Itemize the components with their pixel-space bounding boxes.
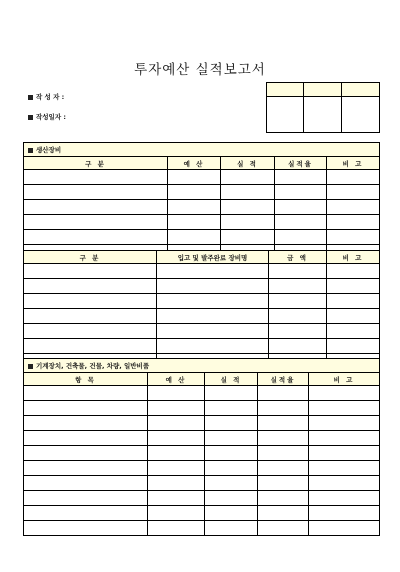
table-cell[interactable] — [148, 476, 205, 491]
table-cell[interactable] — [309, 431, 380, 446]
table-cell[interactable] — [148, 461, 205, 476]
table-cell[interactable] — [309, 401, 380, 416]
table-cell[interactable] — [205, 491, 258, 506]
table-cell[interactable] — [24, 215, 168, 230]
table-cell[interactable] — [258, 431, 309, 446]
table-cell[interactable] — [168, 185, 221, 200]
approval-header-cell — [304, 83, 342, 97]
table-cell[interactable] — [258, 476, 309, 491]
approval-sign-cell[interactable] — [304, 97, 342, 133]
column-header: 항 목 — [24, 373, 148, 386]
table-cell[interactable] — [309, 386, 380, 401]
table-cell[interactable] — [258, 386, 309, 401]
bullet-square-icon — [28, 148, 33, 153]
table-row — [24, 506, 380, 521]
table-cell[interactable] — [148, 506, 205, 521]
table-cell[interactable] — [275, 230, 327, 245]
table-cell[interactable] — [327, 185, 380, 200]
table-cell[interactable] — [24, 264, 157, 279]
table-cell[interactable] — [269, 264, 327, 279]
table-row — [24, 230, 380, 245]
table-cell[interactable] — [148, 416, 205, 431]
table-cell[interactable] — [327, 264, 380, 279]
table-cell[interactable] — [327, 170, 380, 185]
author-row — [28, 92, 64, 101]
table-cell[interactable] — [24, 476, 148, 491]
section1-title: 생산장비 — [36, 146, 62, 154]
section-header — [24, 143, 380, 157]
table-cell[interactable] — [148, 446, 205, 461]
table-cell[interactable] — [24, 401, 148, 416]
table-cell[interactable] — [269, 309, 327, 324]
table-row — [24, 309, 380, 324]
table-row — [24, 215, 380, 230]
table-cell[interactable] — [221, 185, 275, 200]
table-cell[interactable] — [309, 506, 380, 521]
table-cell[interactable] — [275, 215, 327, 230]
table-row — [24, 476, 380, 491]
table-cell[interactable] — [221, 215, 275, 230]
approval-header-cell — [267, 83, 304, 97]
general-assets-table — [23, 358, 380, 536]
table-cell[interactable] — [258, 491, 309, 506]
table-cell[interactable] — [327, 294, 380, 309]
author-label: 작 성 자 : — [36, 93, 65, 101]
column-header: 실 적 — [205, 373, 258, 386]
table-row — [24, 185, 380, 200]
table-cell[interactable] — [24, 446, 148, 461]
section-header — [24, 359, 380, 373]
table-cell[interactable] — [24, 185, 168, 200]
table-cell[interactable] — [309, 461, 380, 476]
table-row — [24, 294, 380, 309]
section3-title: 기계장치, 건축물, 건물, 차량, 일반비품 — [36, 362, 150, 370]
table-cell[interactable] — [157, 264, 269, 279]
table-cell[interactable] — [24, 386, 148, 401]
table-cell[interactable] — [269, 339, 327, 354]
bullet-square-icon — [28, 115, 33, 120]
table-row — [24, 431, 380, 446]
table-cell[interactable] — [157, 294, 269, 309]
table-cell[interactable] — [148, 431, 205, 446]
table-cell[interactable] — [327, 215, 380, 230]
approval-box — [266, 82, 380, 133]
table-cell[interactable] — [327, 279, 380, 294]
table-cell[interactable] — [269, 279, 327, 294]
table-cell[interactable] — [258, 461, 309, 476]
production-equipment-table — [23, 142, 380, 260]
table-cell[interactable] — [327, 309, 380, 324]
table-cell[interactable] — [205, 461, 258, 476]
table-cell[interactable] — [258, 401, 309, 416]
table-cell[interactable] — [148, 491, 205, 506]
table-cell[interactable] — [24, 461, 148, 476]
table-cell[interactable] — [24, 324, 157, 339]
table-cell[interactable] — [309, 521, 380, 536]
table-cell[interactable] — [205, 431, 258, 446]
table-cell[interactable] — [24, 200, 168, 215]
table-cell[interactable] — [157, 339, 269, 354]
table-cell[interactable] — [269, 324, 327, 339]
table-cell[interactable] — [157, 324, 269, 339]
table-row — [24, 279, 380, 294]
date-row — [28, 112, 66, 121]
table-cell[interactable] — [205, 476, 258, 491]
table-cell[interactable] — [24, 230, 168, 245]
table-cell[interactable] — [24, 294, 157, 309]
column-header: 예 산 — [148, 373, 205, 386]
table-cell[interactable] — [24, 521, 148, 536]
column-header: 예 산 — [168, 157, 221, 170]
table-cell[interactable] — [205, 446, 258, 461]
table-row — [24, 170, 380, 185]
column-header: 비 고 — [309, 373, 380, 386]
table-row — [24, 446, 380, 461]
table-row — [24, 401, 380, 416]
table-row — [24, 264, 380, 279]
table-cell[interactable] — [327, 230, 380, 245]
table-cell[interactable] — [327, 200, 380, 215]
table-cell[interactable] — [269, 294, 327, 309]
table-cell[interactable] — [205, 506, 258, 521]
bullet-square-icon — [28, 95, 33, 100]
document-title: 투자예산 실적보고서 — [134, 62, 266, 78]
table-cell[interactable] — [275, 170, 327, 185]
date-label: 작성일자 : — [36, 113, 66, 121]
column-header: 실적율 — [258, 373, 309, 386]
table-cell[interactable] — [24, 506, 148, 521]
table-cell[interactable] — [309, 491, 380, 506]
table-cell[interactable] — [24, 170, 168, 185]
table-cell[interactable] — [24, 416, 148, 431]
equipment-order-table — [23, 250, 380, 369]
table-cell[interactable] — [258, 521, 309, 536]
table-cell[interactable] — [258, 506, 309, 521]
table-row — [24, 461, 380, 476]
table-cell[interactable] — [205, 386, 258, 401]
table-cell[interactable] — [221, 170, 275, 185]
table-row — [24, 324, 380, 339]
table-cell[interactable] — [309, 416, 380, 431]
column-header: 비 고 — [327, 157, 380, 170]
table-cell[interactable] — [24, 309, 157, 324]
table-cell[interactable] — [148, 386, 205, 401]
table-cell[interactable] — [275, 200, 327, 215]
table-cell[interactable] — [157, 309, 269, 324]
approval-header-cell — [342, 83, 380, 97]
column-header: 실적율 — [275, 157, 327, 170]
approval-sign-cell[interactable] — [342, 97, 380, 133]
column-header: 실 적 — [221, 157, 275, 170]
table-cell[interactable] — [157, 279, 269, 294]
table-cell[interactable] — [24, 279, 157, 294]
table-cell[interactable] — [258, 416, 309, 431]
table-row — [24, 200, 380, 215]
table-row — [24, 386, 380, 401]
table-cell[interactable] — [168, 170, 221, 185]
table-cell[interactable] — [327, 339, 380, 354]
bullet-square-icon — [28, 364, 33, 369]
table-cell[interactable] — [221, 200, 275, 215]
table-row — [24, 339, 380, 354]
column-header: 입고 및 발주완료 장비명 — [157, 251, 269, 264]
table-cell[interactable] — [168, 215, 221, 230]
table-cell[interactable] — [309, 446, 380, 461]
column-header: 구 분 — [24, 157, 168, 170]
table-cell[interactable] — [275, 185, 327, 200]
table-cell[interactable] — [309, 476, 380, 491]
column-header: 금 액 — [269, 251, 327, 264]
table-cell[interactable] — [205, 416, 258, 431]
table-cell[interactable] — [168, 200, 221, 215]
table-row — [24, 416, 380, 431]
table-cell[interactable] — [258, 446, 309, 461]
table-row — [24, 521, 380, 536]
table-cell[interactable] — [168, 230, 221, 245]
table-cell[interactable] — [327, 324, 380, 339]
approval-sign-cell[interactable] — [267, 97, 304, 133]
column-header: 구 분 — [24, 251, 157, 264]
table-cell[interactable] — [24, 339, 157, 354]
table-cell[interactable] — [24, 491, 148, 506]
table-cell[interactable] — [148, 401, 205, 416]
table-cell[interactable] — [24, 431, 148, 446]
table-cell[interactable] — [148, 521, 205, 536]
table-cell[interactable] — [205, 521, 258, 536]
column-header: 비 고 — [327, 251, 380, 264]
table-cell[interactable] — [221, 230, 275, 245]
table-cell[interactable] — [205, 401, 258, 416]
table-row — [24, 491, 380, 506]
